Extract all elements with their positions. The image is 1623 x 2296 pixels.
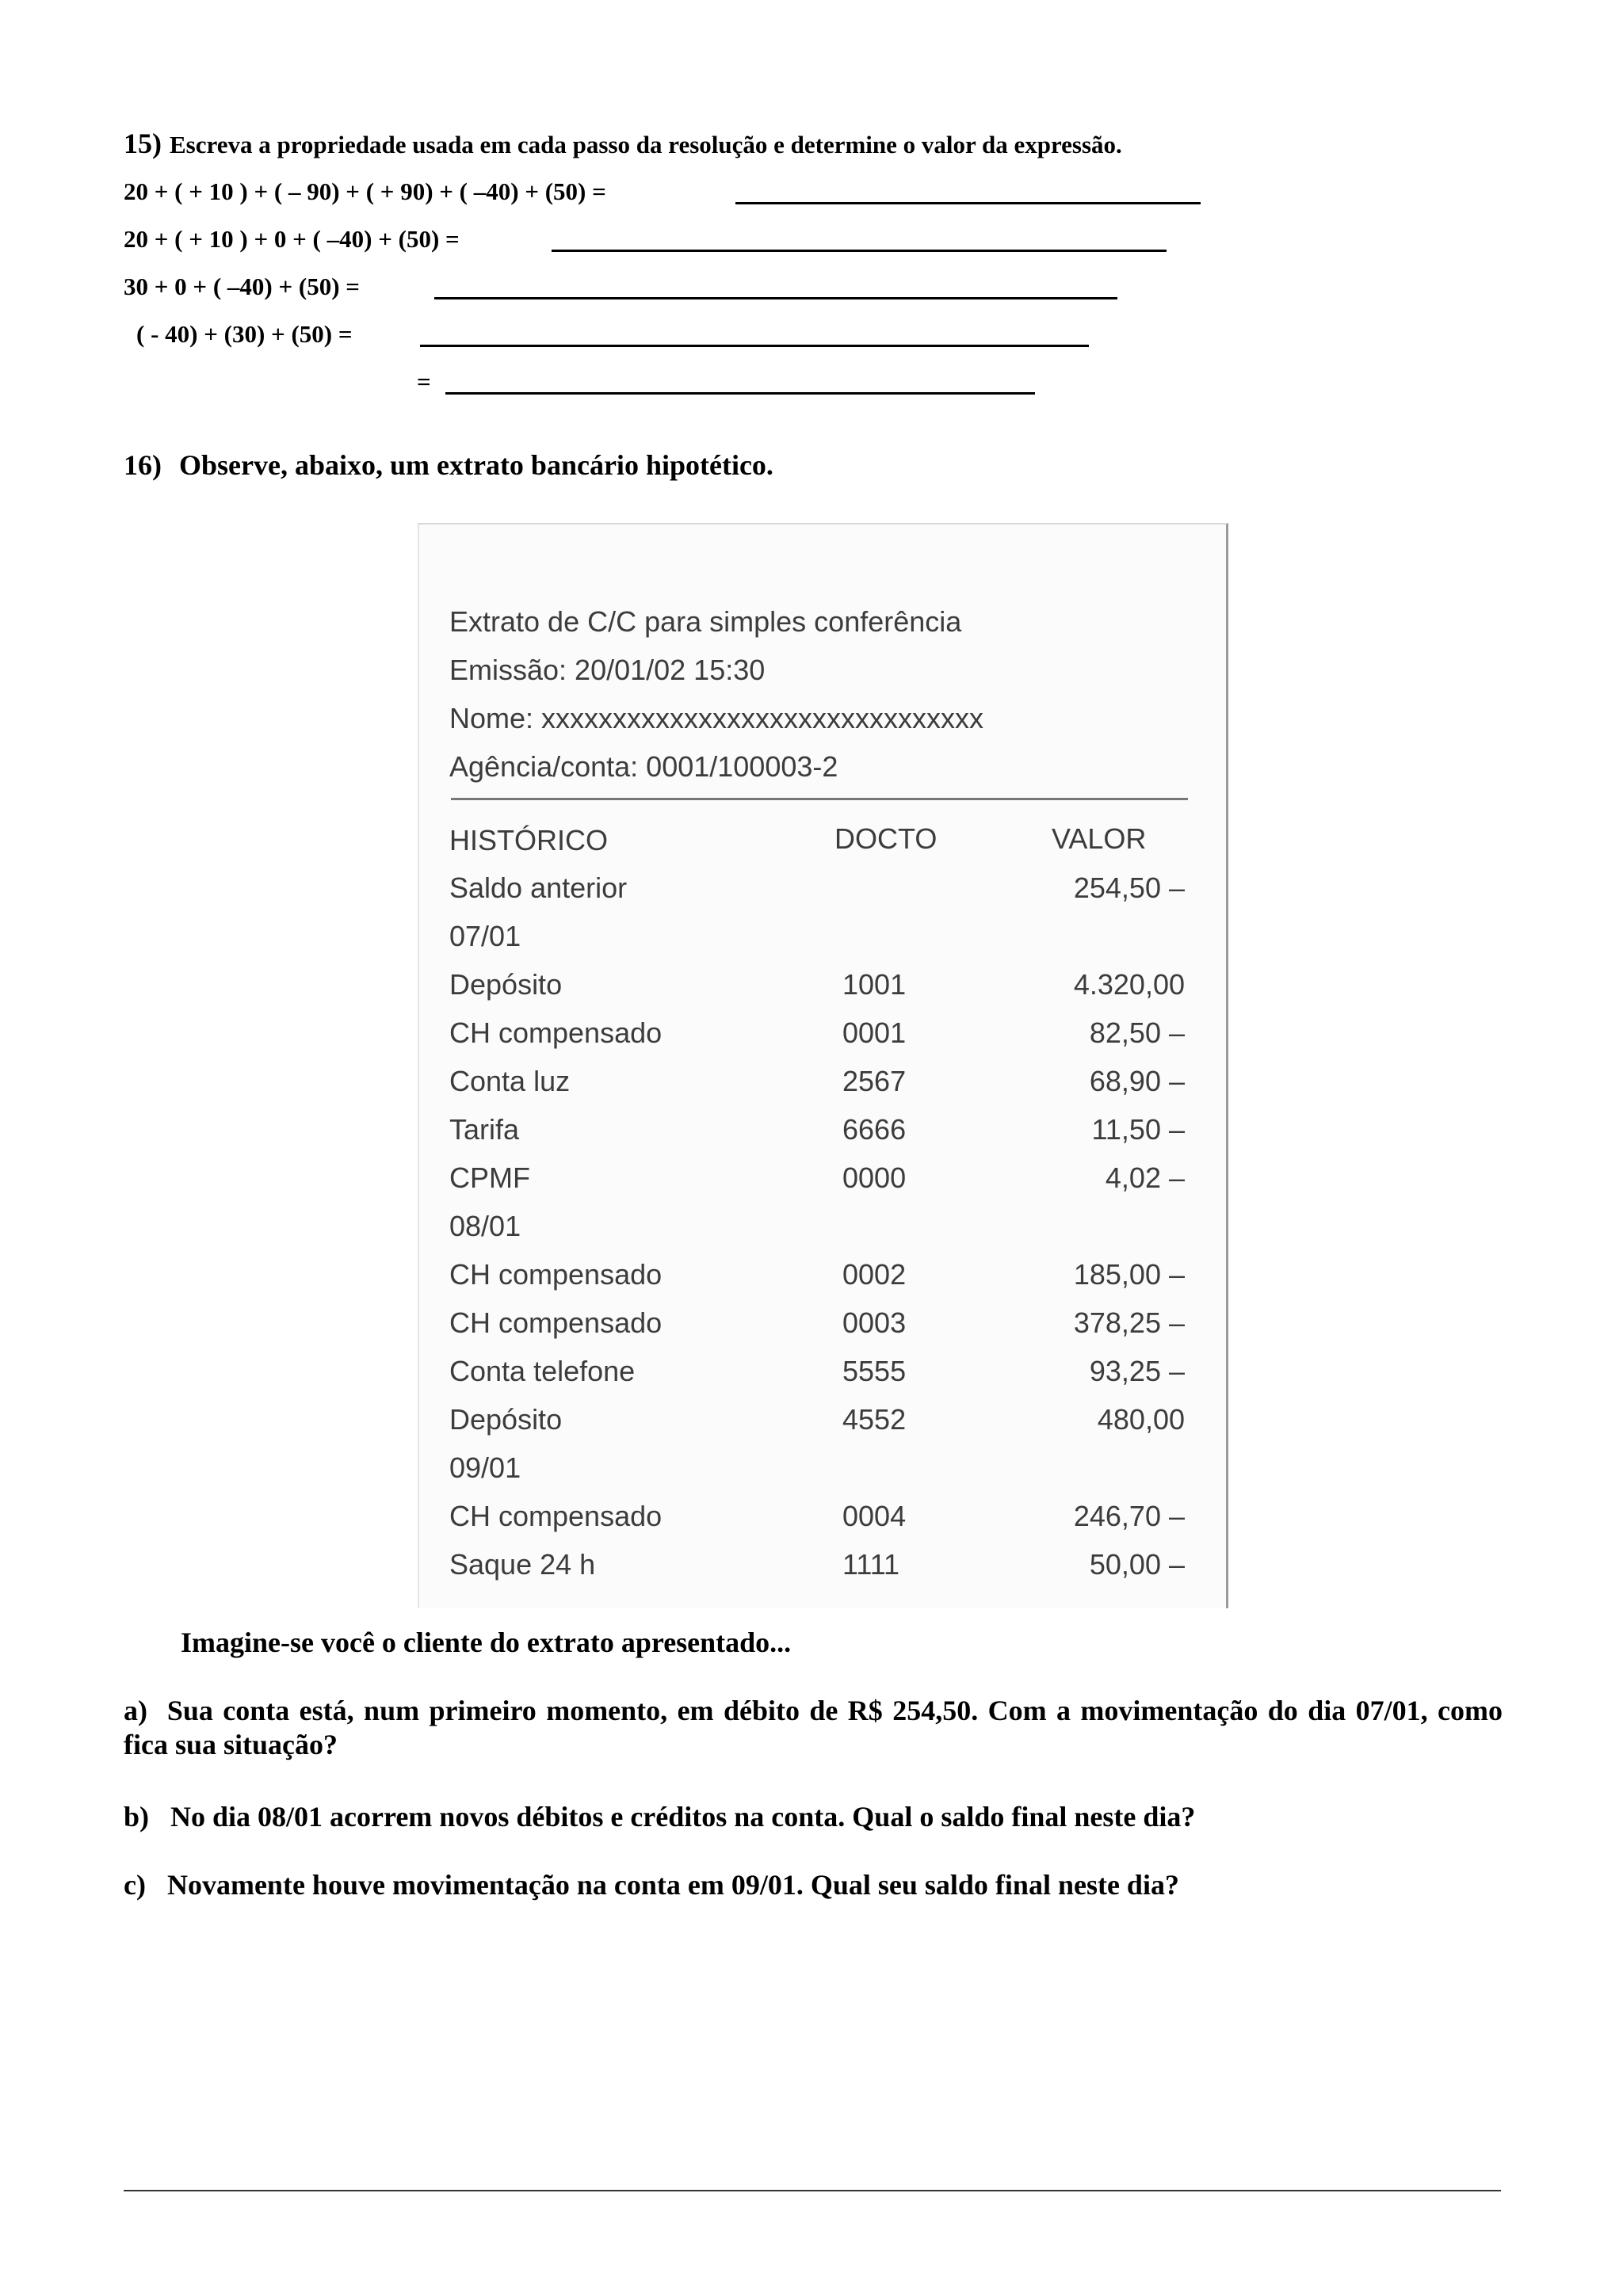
statement-row-docto: 1001	[842, 968, 907, 1001]
question-number: 15)	[124, 128, 162, 159]
statement-row-docto: 0003	[842, 1306, 907, 1339]
answer-blank-2[interactable]	[552, 250, 1167, 252]
answer-blank-4[interactable]	[420, 345, 1089, 347]
expression-line-2: 20 + ( + 10 ) + 0 + ( –40) + (50) =	[124, 225, 460, 253]
question-a-text: Sua conta está, num primeiro momento, em débito de R$ 254,50. Com a movimentação do dia 07/01, como fica sua situação?	[124, 1695, 1503, 1760]
statement-row-docto: 1111	[842, 1548, 900, 1581]
statement-row-valor: 378,25 –	[1073, 1306, 1185, 1339]
statement-row-docto: 0000	[842, 1161, 907, 1194]
expression-line-4: ( - 40) + (30) + (50) =	[136, 320, 353, 348]
footer-rule	[124, 2190, 1501, 2191]
statement-row-historico: Saldo anterior	[449, 871, 628, 904]
statement-row-historico: 08/01	[449, 1210, 521, 1242]
statement-row-docto: 5555	[842, 1355, 907, 1387]
question-text: Observe, abaixo, um extrato bancário hipotético.	[179, 449, 773, 481]
statement-row-valor: 68,90 –	[1089, 1065, 1185, 1097]
statement-name: Nome: xxxxxxxxxxxxxxxxxxxxxxxxxxxxxxx	[449, 702, 984, 734]
statement-row-valor: 50,00 –	[1089, 1548, 1185, 1581]
statement-row-historico: Conta telefone	[449, 1355, 636, 1387]
statement-row-valor: 93,25 –	[1089, 1355, 1185, 1387]
statement-row-docto: 6666	[842, 1113, 907, 1146]
statement-row-historico: CH compensado	[449, 1016, 663, 1049]
statement-row-valor: 254,50 –	[1073, 871, 1185, 904]
statement-row-historico: CH compensado	[449, 1500, 663, 1532]
question-b-label: b)	[124, 1801, 150, 1833]
statement-row-docto: 0002	[842, 1258, 907, 1291]
answer-blank-5[interactable]	[445, 392, 1035, 395]
question-a	[124, 1694, 1503, 1762]
statement-row-valor: 480,00	[1097, 1403, 1185, 1436]
question-number: 16)	[124, 449, 162, 481]
column-header-historico: HISTÓRICO	[449, 824, 609, 856]
statement-row-historico: Saque 24 h	[449, 1548, 596, 1581]
statement-row-historico: 07/01	[449, 920, 521, 952]
statement-row-historico: Tarifa	[449, 1113, 520, 1146]
bank-statement	[418, 523, 1228, 1608]
statement-row-valor: 246,70 –	[1073, 1500, 1185, 1532]
statement-row-valor: 4.320,00	[1073, 968, 1185, 1001]
answer-blank-1[interactable]	[735, 202, 1201, 204]
statement-row-valor: 4,02 –	[1105, 1161, 1185, 1194]
statement-row-historico: Depósito	[449, 968, 563, 1001]
statement-row-docto: 4552	[842, 1403, 907, 1436]
column-header-valor: VALOR	[1052, 822, 1147, 855]
statement-row-valor: 185,00 –	[1073, 1258, 1185, 1291]
question-c-label: c)	[124, 1869, 146, 1901]
statement-account: Agência/conta: 0001/100003-2	[449, 750, 838, 783]
answer-blank-3[interactable]	[434, 297, 1117, 299]
column-header-docto: DOCTO	[834, 822, 938, 855]
statement-title: Extrato de C/C para simples conferência	[449, 605, 962, 638]
statement-intro: Imagine-se você o cliente do extrato apresentado...	[181, 1627, 792, 1658]
statement-row-historico: CH compensado	[449, 1306, 663, 1339]
expression-line-5: =	[417, 368, 431, 395]
statement-divider	[451, 798, 1188, 800]
question-a-label: a)	[124, 1695, 147, 1726]
statement-row-historico: Conta luz	[449, 1065, 571, 1097]
question-c-text: Novamente houve movimentação na conta em 09/01. Qual seu saldo final neste dia?	[166, 1869, 1179, 1901]
question-15-title	[124, 127, 1122, 160]
statement-row-docto: 0001	[842, 1016, 907, 1049]
statement-row-historico: 09/01	[449, 1451, 521, 1484]
expression-line-3: 30 + 0 + ( –40) + (50) =	[124, 273, 360, 300]
question-text: Escreva a propriedade usada em cada passo da resolução e determine o valor da expressão.	[170, 131, 1122, 158]
statement-row-valor: 82,50 –	[1089, 1016, 1185, 1049]
statement-row-historico: CH compensado	[449, 1258, 663, 1291]
question-16-title	[124, 448, 773, 482]
question-b	[124, 1800, 1195, 1833]
statement-row-historico: Depósito	[449, 1403, 563, 1436]
question-c	[124, 1868, 1179, 1901]
statement-row-historico: CPMF	[449, 1161, 530, 1194]
statement-issue-date: Emissão: 20/01/02 15:30	[449, 654, 766, 686]
expression-line-1: 20 + ( + 10 ) + ( – 90) + ( + 90) + ( –40) + (50) =	[124, 177, 606, 205]
question-b-text: No dia 08/01 acorrem novos débitos e créditos na conta. Qual o saldo final neste dia?	[170, 1801, 1196, 1833]
statement-row-valor: 11,50 –	[1091, 1113, 1185, 1146]
statement-row-docto: 0004	[842, 1500, 907, 1532]
statement-row-docto: 2567	[842, 1065, 907, 1097]
